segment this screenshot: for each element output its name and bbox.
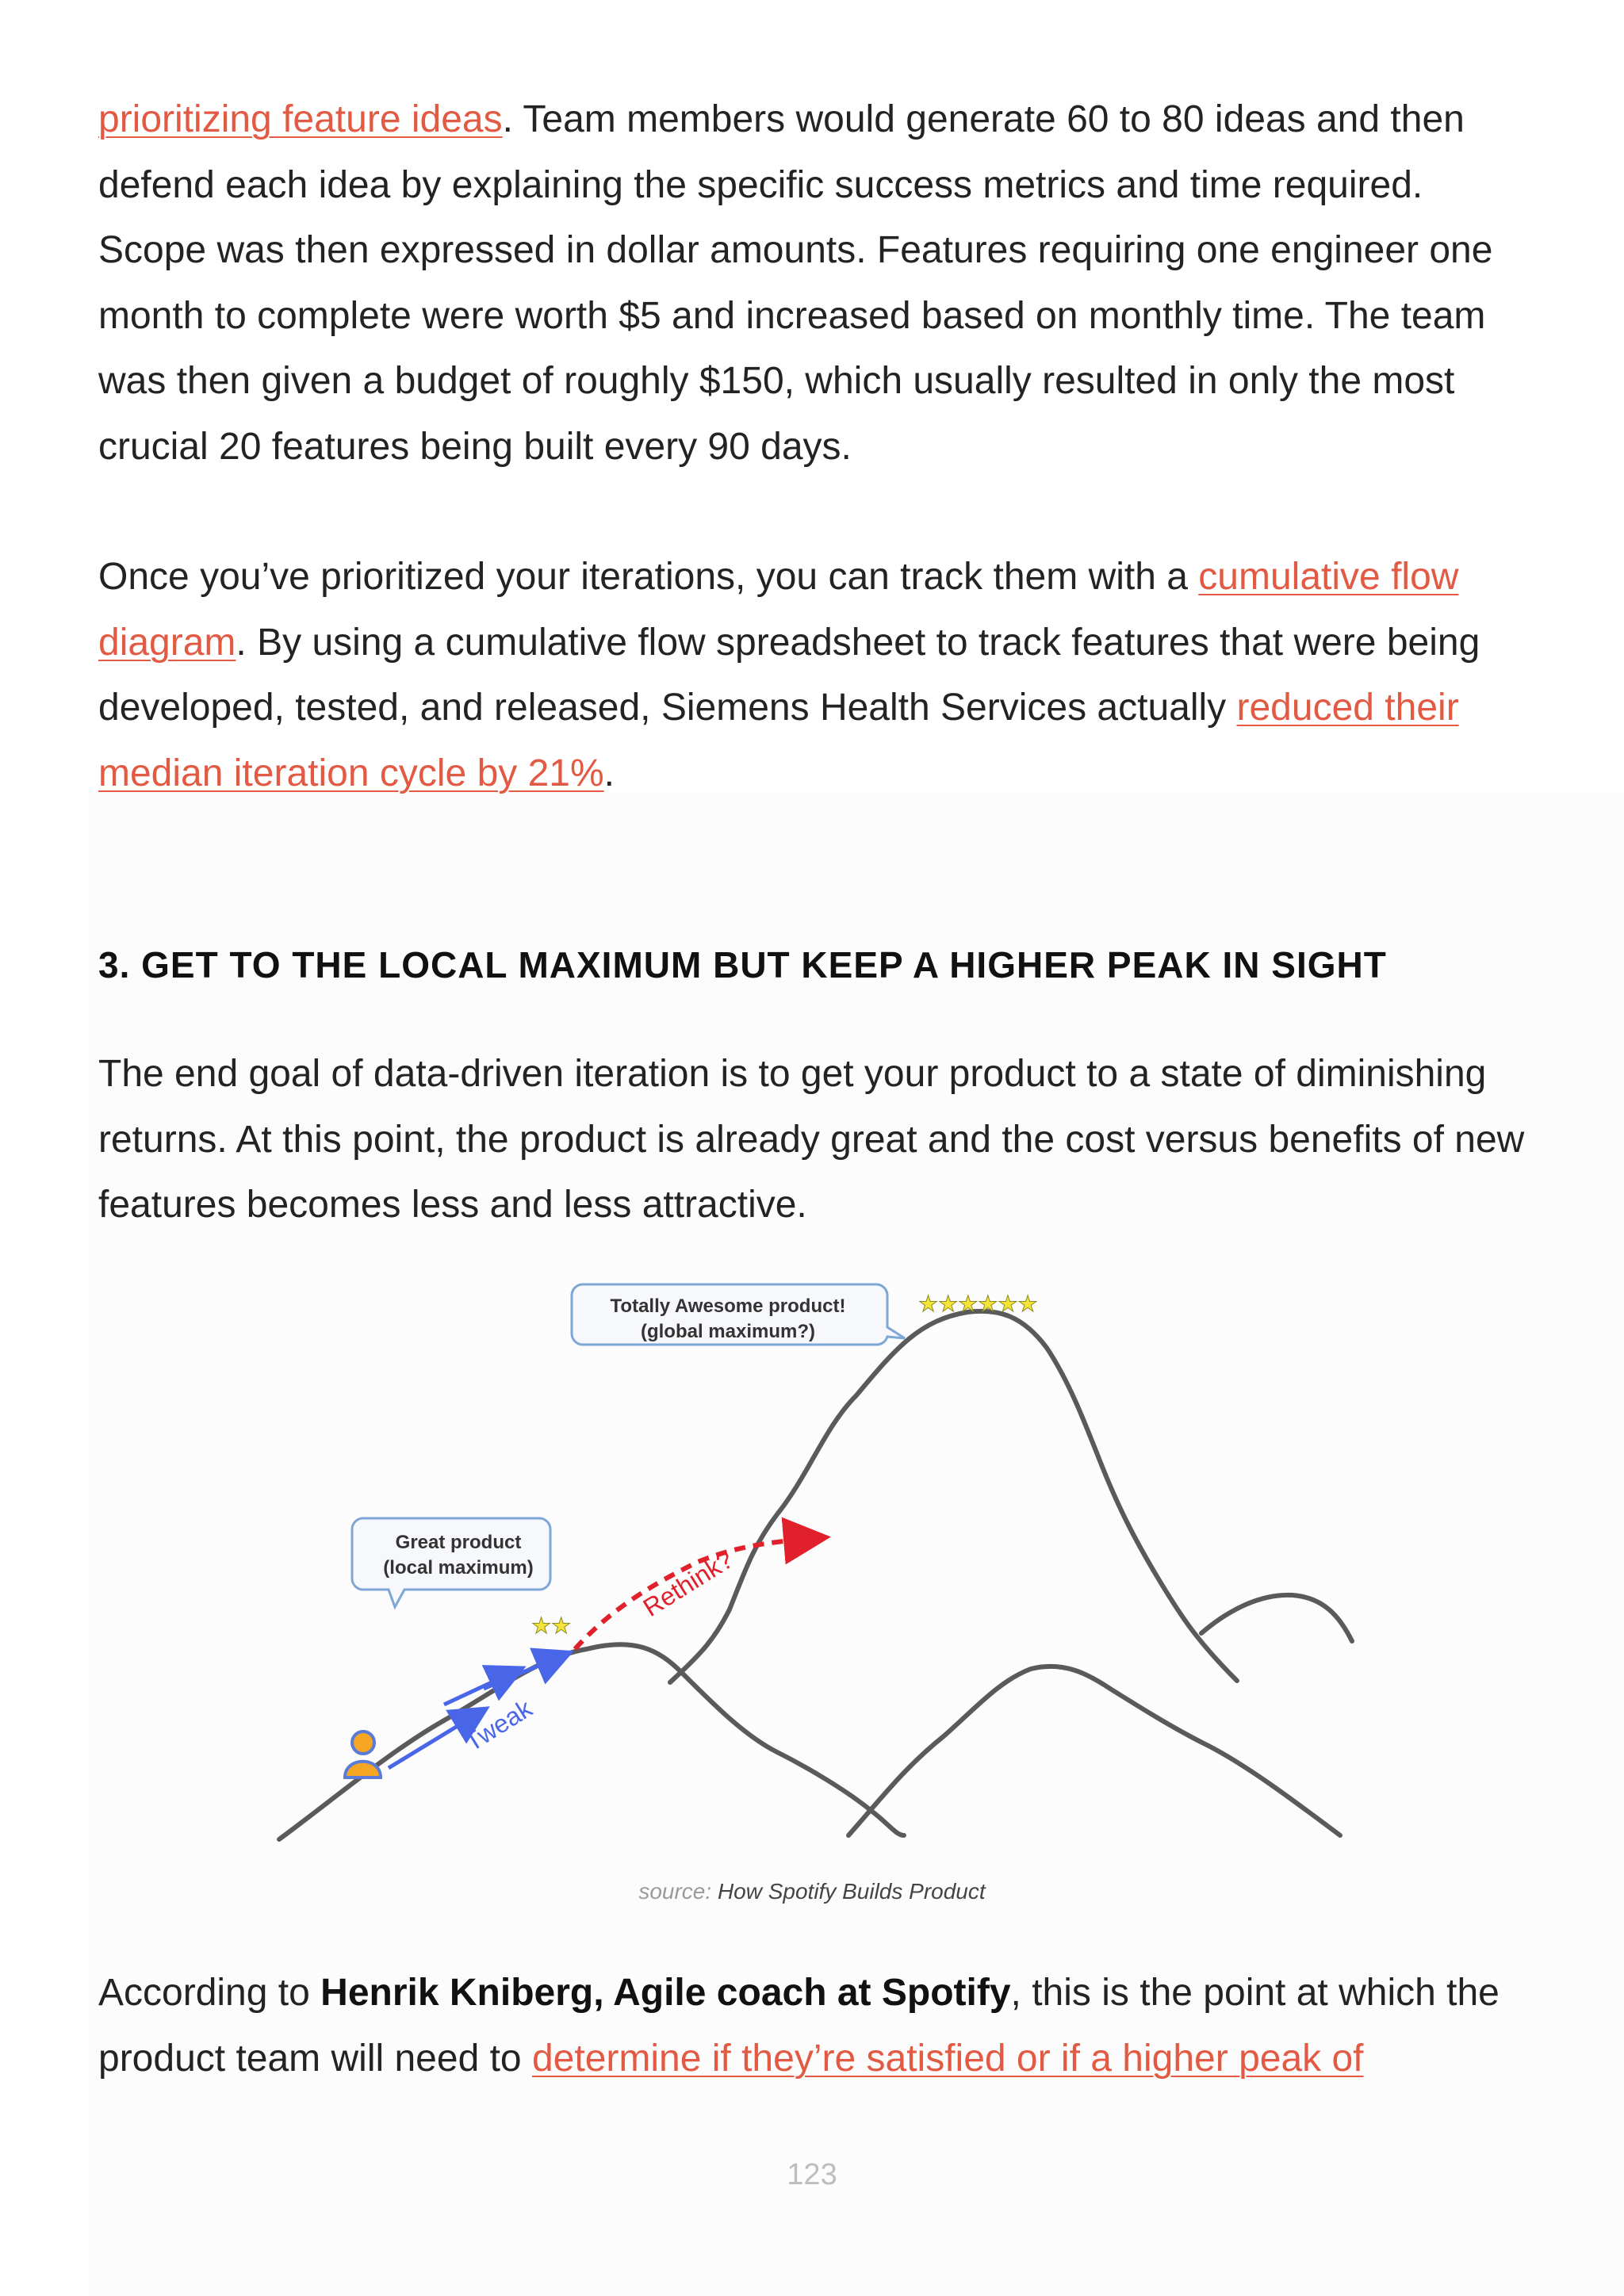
paragraph-kniberg [98, 1961, 1526, 2091]
big-mountain-line [670, 1311, 1237, 1682]
paragraph-cfd-text-b: . By using a cumulative flow spreadsheet to track features that were being developed, tested, and released, Siemens Health Services actually [98, 621, 1480, 729]
local-maximum-illustration [270, 1276, 1364, 1855]
local-bubble-line2: (local maximum) [383, 1557, 534, 1578]
global-bubble-line1: Totally Awesome product! [610, 1295, 846, 1317]
rethink-label: Rethink? [638, 1544, 738, 1622]
link-prioritizing-feature-ideas[interactable]: prioritizing feature ideas [98, 98, 503, 140]
link-cumulative-flow-diagram[interactable]: cumulative flow diagram [98, 556, 1459, 664]
caption-source-label: source: [638, 1879, 712, 1904]
caption-source-title: How Spotify Builds Product [717, 1879, 986, 1904]
paragraph-cfd-text-a: Once you’ve prioritized your iterations, you can track them with a [98, 556, 1199, 598]
paragraph-kniberg-text-b: , this is the point at which the product team will need to [98, 1972, 1500, 2080]
paragraph-cfd-text-c: . [603, 752, 615, 794]
paragraph-prioritizing [98, 87, 1526, 480]
paragraph-kniberg-text-a: According to [98, 1972, 321, 2014]
global-max-stars: ★★★★★★ [918, 1291, 1038, 1317]
paragraph-cumulative-flow [98, 545, 1526, 806]
link-reduced-iteration-cycle[interactable]: reduced their median iteration cycle by 21% [98, 687, 1459, 794]
global-max-bubble [572, 1284, 905, 1345]
tweak-label: Tweak [459, 1693, 538, 1757]
figure-caption [0, 1879, 1624, 1904]
global-bubble-line2: (global maximum?) [640, 1321, 816, 1342]
paragraph-prioritizing-text: . Team members would generate 60 to 80 ideas and then defend each idea by explaining the specific success metrics and time required. Scope was then expressed in dollar amounts. Features requiring one engineer one month to complete were worth $5 and increased based on monthly time. The team was then given a budget of roughly $150, which usually resulted in only the most crucial 20 features being built every 90 days. [98, 98, 1493, 468]
section-heading: 3. GET TO THE LOCAL MAXIMUM BUT KEEP A HIGHER PEAK IN SIGHT [98, 944, 1387, 985]
lower-ridge-line [848, 1667, 1340, 1835]
local-max-stars: ★★ [531, 1613, 572, 1639]
page-number: 123 [787, 2158, 837, 2191]
local-max-bubble [352, 1518, 550, 1607]
person-icon [345, 1732, 381, 1777]
link-higher-peak[interactable]: determine if they’re satisfied or if a higher peak of [531, 2037, 1364, 2080]
kniberg-name: Henrik Kniberg, Agile coach at Spotify [320, 1972, 1011, 2014]
local-bubble-line1: Great product [395, 1532, 522, 1553]
article-body [98, 87, 1526, 806]
right-hill-line [1201, 1595, 1352, 1641]
tweak-arrow-3 [484, 1655, 563, 1689]
paragraph-diminishing-returns: The end goal of data-driven iteration is to get your product to a state of diminishing returns. At this point, the product is already great and the cost versus benefits of new features becomes less and less attractive. [98, 1053, 1525, 1226]
